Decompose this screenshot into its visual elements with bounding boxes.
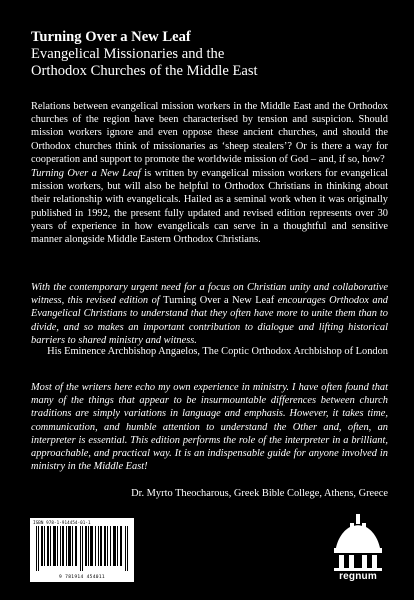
subtitle-line-1: Evangelical Missionaries and the (31, 46, 225, 62)
blurb-paragraph-2-text: is written by evangelical mission workers for evangelical mission workers, but will also be helpful to Orthodox Christians in thinking about their relationship with evangelicals. Hailed as a seminal work when it was originally published in 1992, the present fully updated and revised edition represents over 30 years of experience in how evangelicals can serve in a thoughtful and sensitive manner alongside Middle Eastern Orthodox Christians. (31, 168, 388, 246)
endorsement-1-quote (31, 281, 388, 347)
book-title: Turning Over a New Leaf (31, 29, 191, 45)
endorsement-1-attribution: His Eminence Archbishop Angaelos, The Coptic Orthodox Archbishop of London (47, 346, 388, 357)
endorsement-1-part-1: With the contemporary urgent need for a focus on Christian unity and collaborative witness, this revised edition of (31, 282, 388, 307)
barcode-bars (36, 526, 128, 571)
title-block (31, 29, 391, 80)
blurb-book-title: Turning Over a New Leaf (31, 168, 141, 179)
publisher-name: regnum (339, 571, 377, 582)
endorsement-1-part-2: encourages Orthodox and Evangelical Christians to understand that they often have more to unite them than to divide, and so makes an important contribution to dialogue and lifting historical barriers to shared ministry and witness. (31, 295, 388, 346)
isbn-label: ISBN 978-1-914454-01-1 (33, 520, 91, 525)
endorsement-2-attribution: Dr. Myrto Theocharous, Greek Bible College, Athens, Greece (131, 488, 388, 499)
blurb-paragraph-1: Relations between evangelical mission workers in the Middle East and the Orthodox churches of the region have been characterised by tension and suspicion. Should mission workers ignore and even oppose these ancient churches, and should the Orthodox churches think of missionaries as ‘sheep stealers’? Or is there a way for cooperation and support to promote the worldwide mission of God – and, if so, how? (31, 101, 388, 165)
subtitle-line-2: Orthodox Churches of the Middle East (31, 63, 258, 79)
endorsement-1-book-title: Turning Over a New Leaf (163, 295, 275, 307)
isbn-number: 9 781914 454011 (59, 575, 105, 580)
endorsement-2-quote: Most of the writers here echo my own experience in ministry. I have often found that many of the things that appear to be insurmountable differences between church traditions are simply variations in language and emphasis. However, it takes time, communication, and humble attention to understand the Other and, often, an interpreter is essential. This edition performs the role of the interpreter in a brilliant, approachable, and practical way. It is an indispensable guide for anyone involved in ministry in the Middle East! (31, 382, 388, 473)
blurb-paragraph-2 (31, 167, 388, 246)
isbn-barcode (30, 518, 134, 582)
